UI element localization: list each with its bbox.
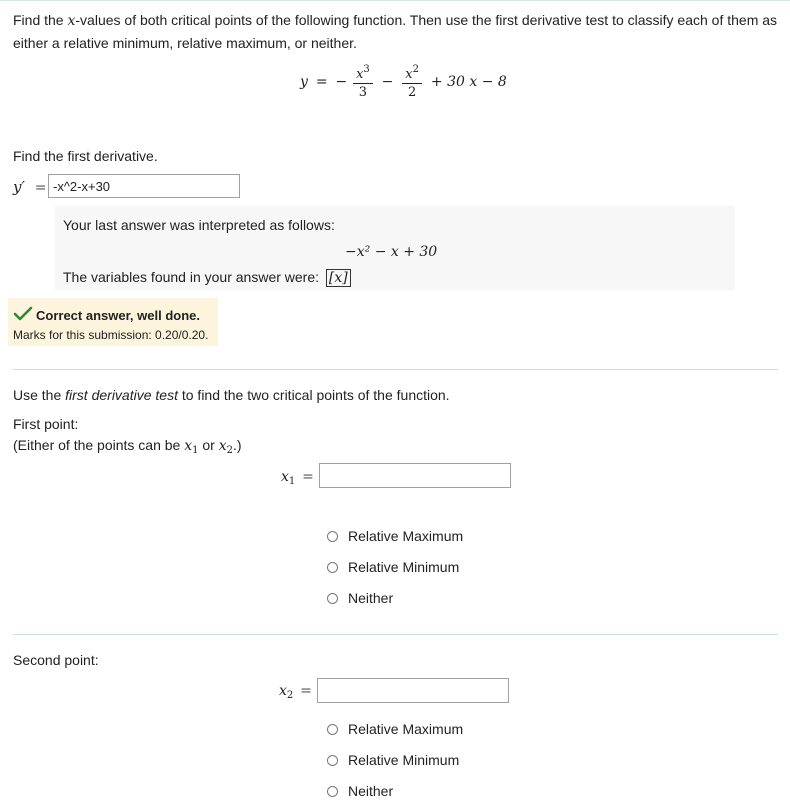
frac2-denominator: 2 bbox=[402, 83, 422, 102]
derivative-prompt: Find the first derivative. bbox=[13, 148, 158, 164]
x2-option-neither[interactable] bbox=[327, 782, 393, 800]
radio-button[interactable] bbox=[327, 593, 338, 604]
radio-button[interactable] bbox=[327, 755, 338, 766]
radio-button[interactable] bbox=[327, 786, 338, 797]
equation-equals: = bbox=[315, 74, 328, 90]
radio-button[interactable] bbox=[327, 531, 338, 542]
x2-equals: = bbox=[300, 683, 312, 699]
first-point-label: First point: bbox=[13, 416, 79, 432]
derivative-answer-input[interactable] bbox=[48, 174, 240, 198]
equation-rest: + 30 x − 8 bbox=[430, 74, 507, 90]
x2-sub: 2 bbox=[286, 690, 294, 701]
equation-lhs: y bbox=[300, 74, 308, 90]
interpreted-label: Your last answer was interpreted as follows: bbox=[63, 217, 335, 233]
x2-option-relative-minimum[interactable] bbox=[327, 751, 459, 769]
x1-option-neither[interactable] bbox=[327, 589, 393, 607]
either-b: .) bbox=[233, 437, 242, 453]
feedback-title: Correct answer, well done. bbox=[36, 308, 200, 323]
either-x2-sub: 2 bbox=[226, 445, 234, 456]
section-divider-1 bbox=[13, 369, 778, 370]
frac1-exponent: 3 bbox=[363, 64, 370, 75]
radio-button[interactable] bbox=[327, 562, 338, 573]
frac1-numerator: x bbox=[356, 67, 364, 82]
function-equation bbox=[300, 62, 507, 108]
variables-value: [x] bbox=[326, 269, 351, 287]
derivative-lhs: y′ bbox=[13, 178, 25, 196]
frac1-denominator: 3 bbox=[353, 83, 373, 102]
critical-instruction bbox=[13, 387, 450, 403]
intro-text-b: -values of both critical points of the following function. Then use the first derivative test to classify each of them as either a relative minimum, relative maximum, or neither. bbox=[13, 12, 778, 51]
frac2-numerator: x bbox=[405, 67, 413, 82]
option-label: Neither bbox=[348, 783, 394, 799]
second-point-label: Second point: bbox=[13, 652, 99, 668]
either-note bbox=[13, 437, 242, 456]
x1-label bbox=[281, 468, 314, 487]
instruction-emphasis: first derivative test bbox=[65, 387, 178, 403]
either-x1: x bbox=[184, 438, 193, 454]
frac2-exponent: 2 bbox=[412, 64, 420, 75]
option-label: Relative Maximum bbox=[348, 721, 464, 737]
x2-var: x bbox=[279, 683, 287, 699]
section-divider-2 bbox=[13, 634, 778, 635]
either-x1-sub: 1 bbox=[192, 445, 199, 456]
option-label: Relative Minimum bbox=[348, 559, 460, 575]
fraction-x-squared-over-2 bbox=[402, 62, 422, 102]
equation-minus-sign: − bbox=[335, 74, 348, 90]
either-or: or bbox=[198, 437, 219, 453]
intro-text-a: Find the bbox=[13, 12, 68, 28]
derivative-lhs-row bbox=[13, 178, 47, 196]
variables-found-row bbox=[63, 269, 351, 286]
fraction-x-cubed-over-3 bbox=[353, 62, 373, 102]
interpreted-expression: −x² − x + 30 bbox=[345, 244, 438, 260]
top-divider bbox=[0, 0, 790, 1]
x1-answer-input[interactable] bbox=[319, 463, 511, 488]
x1-var: x bbox=[281, 469, 289, 485]
either-a: (Either of the points can be bbox=[13, 437, 185, 453]
either-x2: x bbox=[218, 438, 227, 454]
x1-option-relative-maximum[interactable] bbox=[327, 527, 463, 545]
x2-label bbox=[279, 682, 312, 701]
variables-label: The variables found in your answer were: bbox=[63, 269, 320, 285]
equation-minus-sign-2: − bbox=[381, 74, 394, 90]
question-intro bbox=[13, 9, 778, 54]
feedback-marks: Marks for this submission: 0.20/0.20. bbox=[13, 328, 209, 342]
x1-option-relative-minimum[interactable] bbox=[327, 558, 459, 576]
intro-variable: x bbox=[67, 13, 76, 29]
option-label: Neither bbox=[348, 590, 394, 606]
option-label: Relative Maximum bbox=[348, 528, 464, 544]
answer-interpretation-box bbox=[55, 206, 735, 290]
x1-equals: = bbox=[302, 469, 314, 485]
instruction-a: Use the bbox=[13, 387, 66, 403]
checkmark-icon bbox=[13, 306, 33, 322]
instruction-b: to find the two critical points of the function. bbox=[177, 387, 450, 403]
derivative-equals: = bbox=[34, 180, 47, 196]
x2-option-relative-maximum[interactable] bbox=[327, 720, 463, 738]
radio-button[interactable] bbox=[327, 724, 338, 735]
option-label: Relative Minimum bbox=[348, 752, 460, 768]
correct-feedback bbox=[8, 298, 218, 346]
x1-sub: 1 bbox=[288, 476, 296, 487]
x2-answer-input[interactable] bbox=[317, 678, 509, 703]
